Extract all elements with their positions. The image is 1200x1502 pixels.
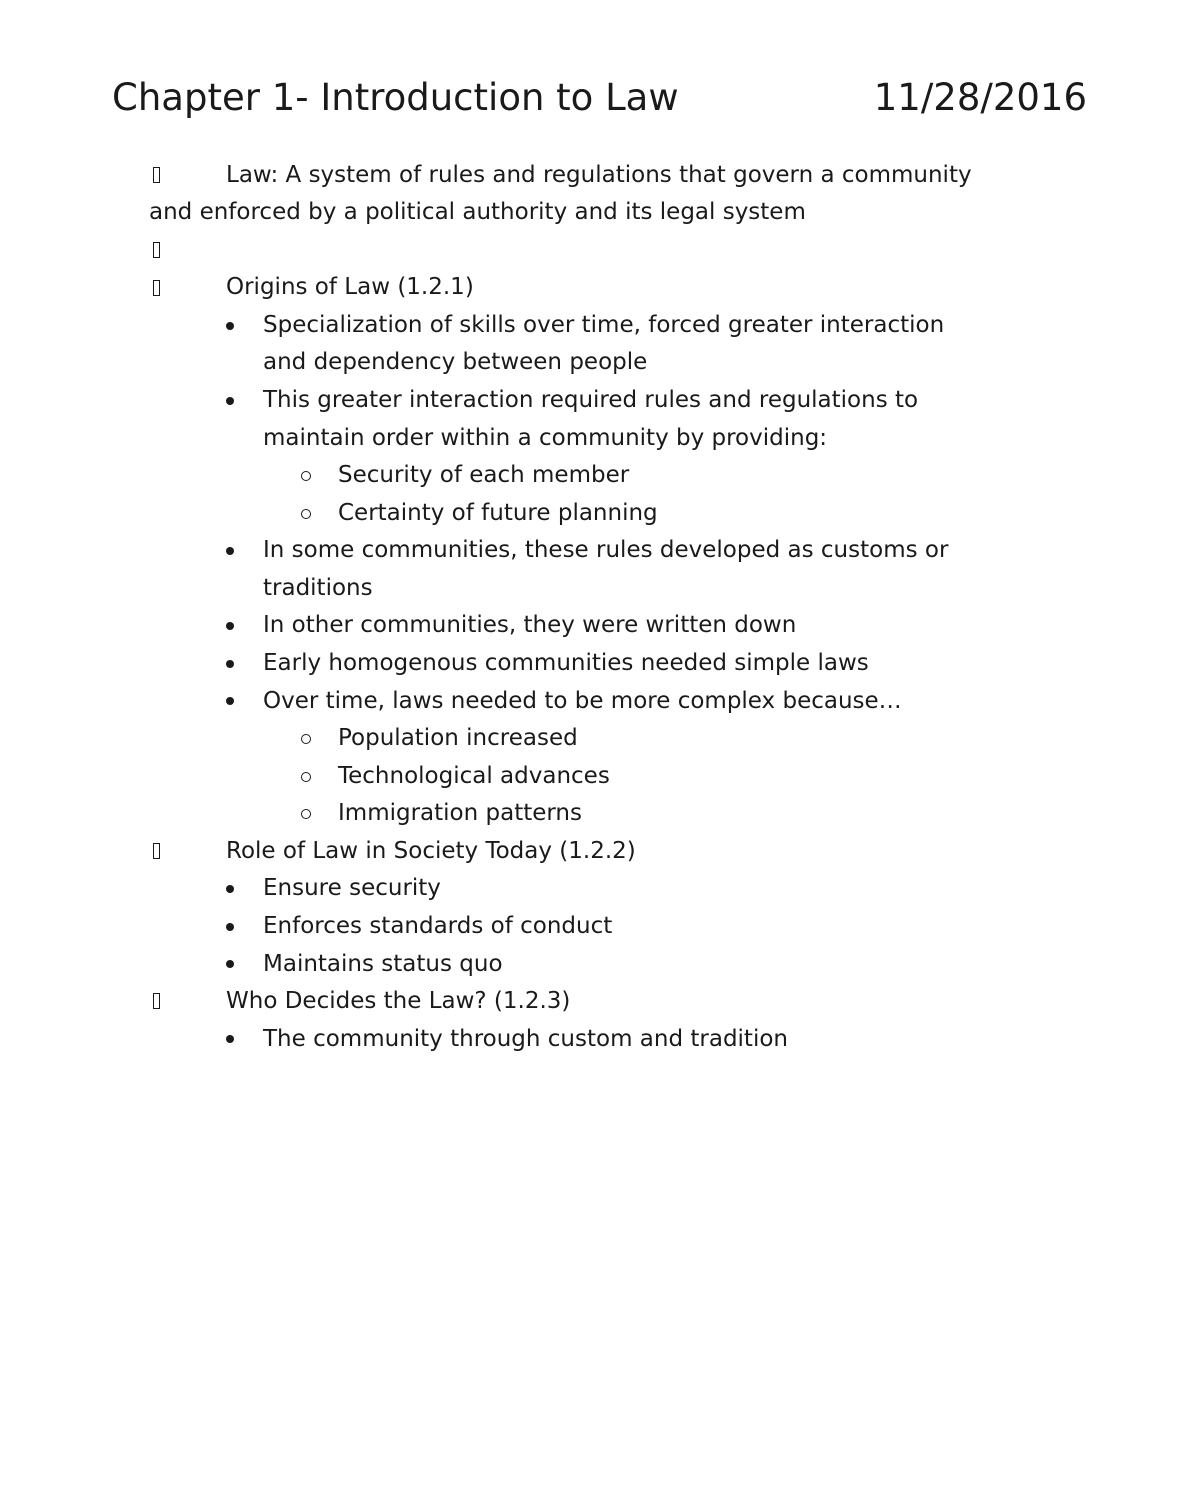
definition-line-1: Law: A system of rules and regulations that govern a community xyxy=(226,162,972,188)
bullet-dot-icon xyxy=(226,1035,234,1043)
bullet-dot-icon xyxy=(226,660,234,668)
sub-list-item: Security of each member xyxy=(338,462,630,488)
bullet-circle-icon xyxy=(301,809,311,819)
definition-line-2: and enforced by a political authority and its legal system xyxy=(149,199,806,225)
sub-list-item: Immigration patterns xyxy=(338,800,582,826)
section-heading-role: Role of Law in Society Today (1.2.2) xyxy=(226,838,636,864)
bullet-dot-icon xyxy=(226,923,234,931)
list-item: In other communities, they were written down xyxy=(263,612,797,638)
sub-list-item: Population increased xyxy=(338,725,578,751)
box-bullet-icon xyxy=(153,280,160,296)
list-item: Maintains status quo xyxy=(263,951,503,977)
list-item: Enforces standards of conduct xyxy=(263,913,613,939)
bullet-dot-icon xyxy=(226,397,234,405)
bullet-dot-icon xyxy=(226,697,234,705)
bullet-circle-icon xyxy=(301,772,311,782)
bullet-circle-icon xyxy=(301,734,311,744)
list-item-continuation: and dependency between people xyxy=(263,349,648,375)
bullet-circle-icon xyxy=(301,509,311,519)
list-item-continuation: traditions xyxy=(263,575,373,601)
box-bullet-icon xyxy=(153,993,160,1009)
list-item: In some communities, these rules developed as customs or xyxy=(263,537,949,563)
list-item: Early homogenous communities needed simple laws xyxy=(263,650,869,676)
list-item: Over time, laws needed to be more complex because… xyxy=(263,688,902,714)
bullet-dot-icon xyxy=(226,622,234,630)
section-heading-origins: Origins of Law (1.2.1) xyxy=(226,274,474,300)
page-date: 11/28/2016 xyxy=(873,76,1087,119)
bullet-dot-icon xyxy=(226,547,234,555)
list-item: The community through custom and tradition xyxy=(263,1026,788,1052)
bullet-circle-icon xyxy=(301,471,311,481)
bullet-dot-icon xyxy=(226,885,234,893)
box-bullet-icon xyxy=(153,167,160,183)
sub-list-item: Technological advances xyxy=(338,763,610,789)
box-bullet-icon xyxy=(153,843,160,859)
list-item-continuation: maintain order within a community by providing: xyxy=(263,425,828,451)
section-heading-who: Who Decides the Law? (1.2.3) xyxy=(226,988,571,1014)
page-title: Chapter 1- Introduction to Law xyxy=(112,76,679,119)
list-item: Specialization of skills over time, forced greater interaction xyxy=(263,312,945,338)
box-bullet-icon xyxy=(153,242,160,258)
sub-list-item: Certainty of future planning xyxy=(338,500,658,526)
list-item: This greater interaction required rules and regulations to xyxy=(263,387,919,413)
bullet-dot-icon xyxy=(226,322,234,330)
bullet-dot-icon xyxy=(226,960,234,968)
list-item: Ensure security xyxy=(263,875,441,901)
